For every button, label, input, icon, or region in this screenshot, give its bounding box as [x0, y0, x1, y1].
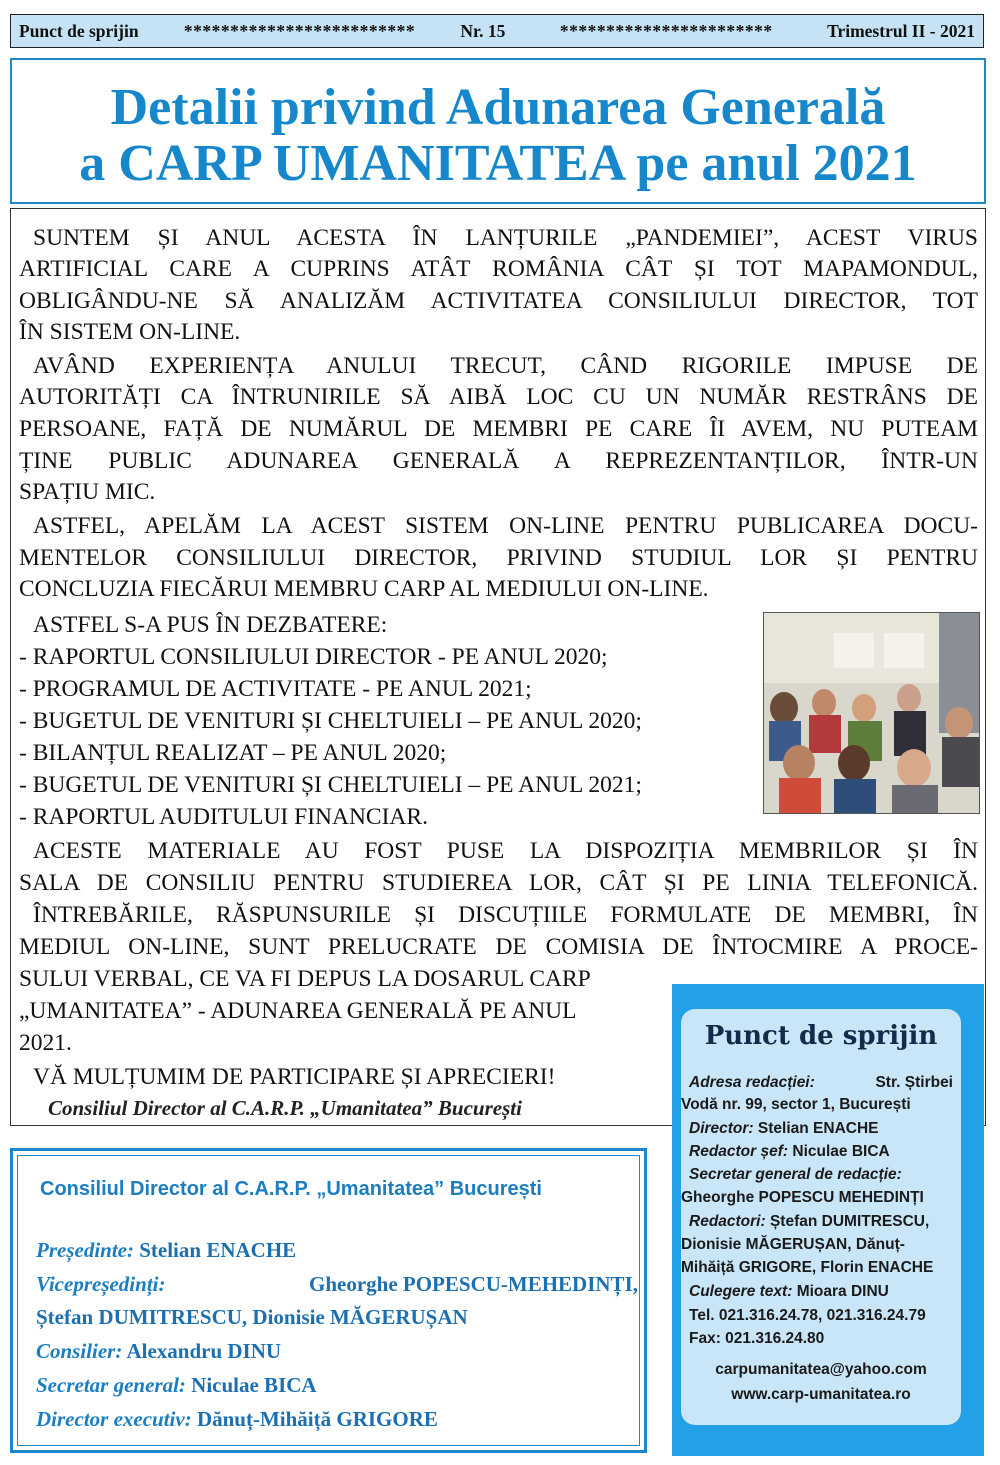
- council-vicepresidents: [36, 1272, 638, 1297]
- issue-header-bar: [10, 14, 984, 48]
- article-title-line1: Detalii privind Adunarea Generală: [110, 79, 886, 136]
- article-title-line2: a CARP UMANITATEA pe anul 2021: [79, 135, 917, 192]
- editorial-fax: Fax: 021.316.24.80: [689, 1330, 825, 1347]
- editorial-box: [672, 984, 984, 1456]
- paragraph-line: ÎN SISTEM ON-LINE.: [19, 319, 241, 345]
- paragraph-line: SULUI VERBAL, CE VA FI DEPUS LA DOSARUL CARP: [19, 966, 591, 992]
- editorial-editors: [681, 1212, 961, 1231]
- paragraph-line: ARTIFICIAL CARE A CUPRINS ATÂT ROMÂNIA CÂT ȘI TOT MAPAMONDUL,: [19, 256, 978, 282]
- paragraph-line: AUTORITĂȚI CA ÎNTRUNIRILE SĂ AIBĂ LOC CU UN NUMĂR RESTRÂNS DE: [19, 384, 978, 410]
- paragraph-line: ȚINE PUBLIC ADUNAREA GENERALĂ A REPREZENTANȚILOR, ÎNTR-UN: [19, 448, 978, 474]
- paragraph-line: ASTFEL, APELĂM LA ACEST SISTEM ON-LINE PENTRU PUBLICAREA DOCU-: [33, 513, 978, 539]
- editorial-address: [681, 1073, 961, 1092]
- paragraph-line: SUNTEM ȘI ANUL ACESTA ÎN LANȚURILE „PANDEMIEI”, ACEST VIRUS: [33, 225, 978, 251]
- field-value: Niculae BICA: [792, 1143, 890, 1160]
- header-quarter: Trimestrul II - 2021: [827, 20, 975, 41]
- list-item: - BUGETUL DE VENITURI ȘI CHELTUIELI – PE ANUL 2020;: [19, 708, 642, 734]
- paragraph-line: PERSOANE, FAȚĂ DE NUMĂRUL DE MEMBRI PE CARE ÎI AVEM, NU PUTEAM: [19, 416, 978, 442]
- paragraph-line: ÎNTREBĂRILE, RĂSPUNSURILE ȘI DISCUȚIILE FORMULATE DE MEMBRI, ÎN: [33, 902, 978, 928]
- editorial-title: Punct de sprijin: [704, 1021, 938, 1051]
- role-label: Consilier:: [36, 1339, 123, 1363]
- person-name: Dănuț-Mihăiță GRIGORE: [196, 1407, 438, 1431]
- editorial-director: [681, 1119, 961, 1138]
- paragraph-line: MEDIUL ON-LINE, SUNT PRELUCRATE DE COMISIA DE ÎNTOCMIRE A PROCE-: [19, 934, 978, 960]
- editorial-phone: Tel. 021.316.24.78, 021.316.24.79: [689, 1307, 926, 1324]
- field-label: Adresa redacției:: [689, 1074, 815, 1091]
- role-label: Președinte:: [36, 1238, 134, 1262]
- header-stars-right: ***********************: [559, 20, 773, 41]
- council-title: Consiliul Director al C.A.R.P. „Umanitatea” București: [40, 1178, 542, 1200]
- editorial-secretary-label: [681, 1165, 961, 1184]
- field-label: Director:: [689, 1120, 754, 1137]
- paragraph-line: SALA DE CONSILIU PENTRU STUDIEREA LOR, CÂT ȘI PE LINIA TELEFONICĂ.: [19, 870, 978, 896]
- list-item: - BILANȚUL REALIZAT – PE ANUL 2020;: [19, 740, 447, 766]
- field-value: Stelian ENACHE: [757, 1120, 879, 1137]
- person-name: Gheorghe POPESCU-MEHEDINȚI,: [308, 1272, 638, 1296]
- header-stars-left: *************************: [183, 20, 416, 41]
- article-signature: Consiliul Director al C.A.R.P. „Umanitatea” București: [48, 1096, 522, 1120]
- paragraph-line: OBLIGÂNDU-NE SĂ ANALIZĂM ACTIVITATEA CONSILIULUI DIRECTOR, TOT: [19, 288, 978, 314]
- editorial-website[interactable]: www.carp-umanitatea.ro: [731, 1386, 911, 1403]
- editorial-box-inner: [681, 1009, 961, 1425]
- paragraph-line: AVÂND EXPERIENȚA ANULUI TRECUT, CÂND RIGORILE IMPUSE DE: [33, 353, 978, 379]
- council-secretary: [36, 1373, 317, 1398]
- field-label: Secretar general de redacție:: [689, 1166, 902, 1183]
- list-item: - PROGRAMUL DE ACTIVITATE - PE ANUL 2021;: [19, 676, 532, 702]
- header-issue-number: Nr. 15: [460, 20, 506, 41]
- meeting-photo: [763, 612, 980, 814]
- council-vicepresidents-line2: Ștefan DUMITRESCU, Dionisie MĂGERUȘAN: [36, 1305, 468, 1329]
- field-label: Culegere text:: [689, 1283, 793, 1300]
- list-intro: ASTFEL S-A PUS ÎN DEZBATERE:: [33, 612, 388, 638]
- field-value: Mioara DINU: [796, 1283, 889, 1300]
- role-label: Director executiv:: [36, 1407, 192, 1431]
- editorial-chief: [681, 1142, 961, 1161]
- editorial-editors-line2: Dionisie MĂGERUȘAN, Dănuț-: [681, 1236, 905, 1253]
- editorial-email[interactable]: carpumanitatea@yahoo.com: [715, 1361, 927, 1378]
- article-title-box: [10, 58, 986, 204]
- list-item: - RAPORTUL CONSILIULUI DIRECTOR - PE ANUL 2020;: [19, 644, 608, 670]
- meeting-photo-image: [764, 613, 979, 813]
- list-item: - BUGETUL DE VENITURI ȘI CHELTUIELI – PE ANUL 2021;: [19, 772, 642, 798]
- header-section-name: Punct de sprijin: [19, 20, 139, 41]
- list-item: - RAPORTUL AUDITULUI FINANCIAR.: [19, 804, 428, 830]
- council-box: [10, 1148, 647, 1453]
- thanks-line: VĂ MULȚUMIM DE PARTICIPARE ȘI APRECIERI!: [33, 1064, 556, 1090]
- council-counselor: [36, 1339, 281, 1364]
- paragraph-line: ACESTE MATERIALE AU FOST PUSE LA DISPOZIȚIA MEMBRILOR ȘI ÎN: [33, 838, 978, 864]
- field-label: Redactor șef:: [689, 1143, 789, 1160]
- council-box-inner-border: [17, 1155, 640, 1446]
- role-label: Secretar general:: [36, 1373, 186, 1397]
- paragraph-line: 2021.: [19, 1030, 72, 1056]
- council-president: [36, 1238, 296, 1263]
- council-director: [36, 1407, 438, 1432]
- person-name: Alexandru DINU: [126, 1339, 282, 1363]
- editorial-editors-line3: Mihăiță GRIGORE, Florin ENACHE: [681, 1259, 934, 1276]
- role-label: Vicepreședinți:: [36, 1272, 166, 1296]
- paragraph-line: „UMANITATEA” - ADUNAREA GENERALĂ PE ANUL: [19, 998, 577, 1024]
- field-value: Ștefan DUMITRESCU,: [769, 1213, 930, 1230]
- editorial-typing: [681, 1282, 961, 1301]
- paragraph-line: MENTELOR CONSILIULUI DIRECTOR, PRIVIND STUDIUL LOR ȘI PENTRU: [19, 545, 978, 571]
- person-name: Niculae BICA: [191, 1373, 317, 1397]
- paragraph-line: CONCLUZIA FIECĂRUI MEMBRU CARP AL MEDIULUI ON-LINE.: [19, 576, 709, 602]
- person-name: Stelian ENACHE: [139, 1238, 297, 1262]
- field-label: Redactori:: [689, 1213, 766, 1230]
- field-value: Str. Știrbei: [875, 1074, 953, 1091]
- paragraph-line: SPAȚIU MIC.: [19, 479, 156, 505]
- editorial-secretary: Gheorghe POPESCU MEHEDINȚI: [681, 1189, 924, 1206]
- editorial-address-line2: Vodă nr. 99, sector 1, București: [681, 1096, 911, 1113]
